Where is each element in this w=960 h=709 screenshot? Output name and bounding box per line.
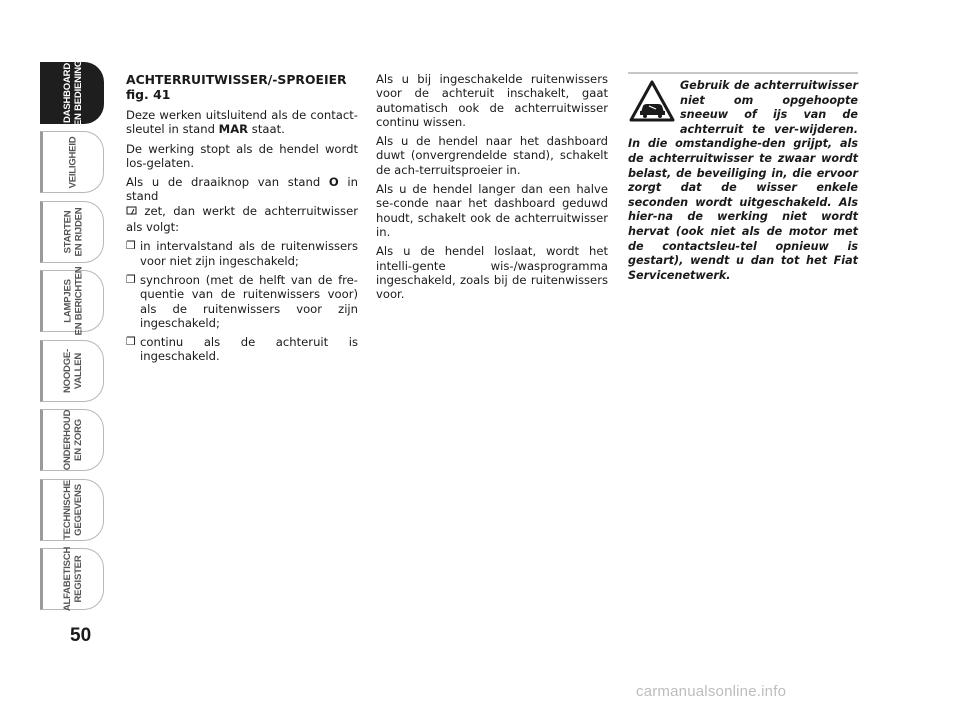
car-warning-triangle-icon [628, 79, 680, 137]
tab-noodgevallen[interactable] [40, 340, 104, 402]
tab-label: DASHBOARD EN BEDIENING [62, 59, 85, 127]
rear-wiper-icon [126, 207, 137, 218]
checkbox-bullet-icon: ❒ [126, 335, 136, 349]
page-number: 50 [70, 625, 92, 646]
tab-onderhoud[interactable] [40, 409, 104, 471]
checkbox-bullet-icon: ❒ [126, 272, 136, 286]
paragraph: Als u de hendel langer dan een halve se-conde naar het dashboard geduwd houdt, schakelt ook de achterruitwisser in. [376, 182, 608, 239]
figure-reference: fig. 41 [126, 87, 171, 102]
tab-label: ALFABETISCH REGISTER [62, 546, 84, 612]
checkbox-bullet-icon: ❒ [126, 239, 136, 253]
paragraph: Als u de hendel loslaat, wordt het intelli-gente wis-/wasprogramma ingeschakeld, zoals bij de ruitenwissers voor. [376, 244, 608, 302]
section-heading: ACHTERRUITWISSER/-SPROEIER [126, 72, 347, 87]
watermark: carmanualsonline.info [636, 683, 787, 700]
tab-label: VEILIGHEID [67, 136, 79, 188]
tab-veiligheid[interactable] [40, 131, 104, 193]
tab-lampjes[interactable] [40, 266, 104, 336]
tab-label: ONDERHOUD EN ZORG [62, 409, 85, 471]
paragraph: Als u bij ingeschakelde ruitenwissers voor de achteruit inschakelt, gaat automatisch ook de achterruitwisser continu wissen. [376, 72, 608, 129]
warning-divider [628, 72, 858, 74]
tab-label: TECHNISCHE GEGEVENS [61, 480, 84, 540]
column-1 [126, 72, 358, 369]
paragraph: De werking stopt als de hendel wordt los-gelaten. [126, 141, 358, 170]
list-item: ❒ synchroon (met de helft van de fre-quentie van de ruitenwissers voor) als de ruitenwissers voor zijn ingeschakeld; [126, 272, 358, 330]
tab-starten[interactable] [40, 201, 104, 263]
column-2 [376, 72, 608, 306]
paragraph: Deze werken uitsluitend als de contact-sleutel in stand MAR staat. [126, 108, 358, 137]
tab-label: NOODGE- VALLEN [62, 349, 84, 393]
tab-label: LAMPJES EN BERICHTEN [62, 266, 85, 336]
tab-dashboard[interactable] [40, 59, 104, 127]
list-item: ❒ continu als de achteruit is ingeschakeld. [126, 335, 358, 364]
tab-technische[interactable] [40, 479, 104, 541]
paragraph: Als u de draaiknop van stand O in stand zet, dan werkt de achterruitwisser als volgt: [126, 175, 358, 235]
warning-text: Gebruik de achterruitwisser niet om opgehoopte sneeuw of ijs van de achterruit te ver-wijderen. In die omstandighe-den grijpt, als de achterruitwisser te zwaar wordt belast, de beveiliging in, die ervoor zorgt dat de wisser enkele seconden wordt uitgeschakeld. Als hier-na de werking niet wordt hervat (ook niet als de motor met de contactsleu-tel opnieuw is gestart), wendt u dan tot het Fiat Servicenetwerk. [628, 79, 858, 282]
list-item: ❒ in intervalstand als de ruitenwissers voor niet zijn ingeschakeld; [126, 239, 358, 268]
tab-label: STARTEN EN RIJDEN [61, 207, 84, 257]
paragraph: Als u de hendel naar het dashboard duwt (onvergrendelde stand), schakelt de ach-terruitsproeier in. [376, 134, 608, 177]
tab-register[interactable] [40, 548, 104, 610]
